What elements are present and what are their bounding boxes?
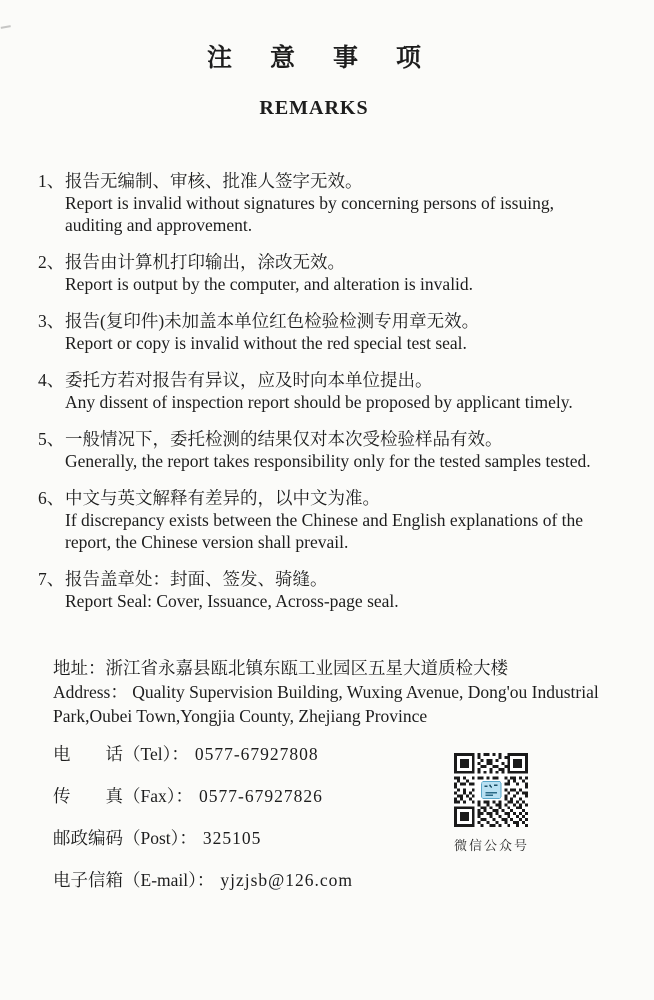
qr-caption: 微信公众号 (454, 838, 530, 853)
item-number: 3、 (38, 311, 65, 331)
item-chinese-text: 报告由计算机打印输出，涂改无效。 (65, 252, 345, 272)
remark-item-3 (38, 310, 590, 354)
item-chinese-text: 报告盖章处：封面、签发、骑缝。 (65, 569, 328, 589)
item-number: 7、 (38, 569, 65, 589)
item-english-text: report, the Chinese version shall prevail. (65, 532, 349, 552)
item-chinese-text: 中文与英文解释有差异的，以中文为准。 (65, 488, 380, 508)
fax-label: 传 真（Fax）： (53, 786, 193, 806)
page-title-chinese: 注意事项 (206, 45, 459, 72)
qr-finder-bottom-left (454, 806, 475, 827)
item-chinese-text: 委托方若对报告有异议，应及时向本单位提出。 (65, 370, 433, 390)
contact-row-email (53, 870, 590, 890)
remark-item-2 (38, 251, 590, 295)
item-english-text: Generally, the report takes responsibility only for the tested samples tested. (65, 451, 591, 471)
remarks-list (38, 170, 590, 612)
tel-value: 0577-67927808 (194, 744, 319, 764)
remark-item-5 (38, 428, 590, 472)
email-value: yjzjsb@126.com (220, 870, 354, 890)
remark-item-6 (38, 487, 590, 553)
item-number: 1、 (38, 171, 65, 191)
scan-artifact (1, 25, 12, 32)
post-value: 325105 (202, 828, 262, 848)
wechat-qr-block (454, 753, 528, 854)
remark-item-4 (38, 369, 590, 413)
address-chinese: 地址：浙江省永嘉县瓯北镇东瓯工业园区五星大道质检大楼 (53, 658, 508, 678)
item-chinese-text: 报告(复印件)未加盖本单位红色检验检测专用章无效。 (65, 311, 480, 331)
item-english-text: If discrepancy exists between the Chinese and English explanations of the (65, 510, 584, 530)
fax-value: 0577-67927826 (199, 786, 323, 806)
remark-item-1 (38, 170, 590, 236)
item-english-text: Any dissent of inspection report should be proposed by applicant timely. (65, 392, 573, 412)
item-number: 6、 (38, 488, 65, 508)
address-block (38, 656, 599, 728)
item-english-text: auditing and approvement. (65, 215, 253, 235)
qr-finder-top-left (454, 753, 475, 774)
item-chinese-text: 报告无编制、审核、批准人签字无效。 (65, 171, 363, 191)
wechat-qr-code-image (454, 753, 528, 827)
item-english-text: Report Seal: Cover, Issuance, Across-page seal. (65, 591, 399, 611)
item-english-text: Report is invalid without signatures by concerning persons of issuing, (65, 193, 554, 213)
item-number: 2、 (38, 252, 65, 272)
wechat-logo-icon (481, 781, 502, 800)
item-number: 4、 (38, 370, 65, 390)
post-label: 邮政编码（Post）： (53, 828, 197, 848)
item-english-text: Report is output by the computer, and alteration is invalid. (65, 274, 474, 294)
address-english-line: Address： Quality Supervision Building, Wuxing Avenue, Dong'ou Industrial (53, 682, 599, 702)
item-chinese-text: 一般情况下，委托检测的结果仅对本次受检验样品有效。 (65, 429, 503, 449)
qr-finder-top-right (507, 753, 528, 774)
item-number: 5、 (38, 429, 65, 449)
page-title-english: REMARKS (259, 97, 369, 119)
remark-item-7 (38, 568, 590, 612)
tel-label: 电 话（Tel）： (53, 744, 189, 764)
email-label: 电子信箱（E-mail）： (53, 870, 215, 890)
item-english-text: Report or copy is invalid without the red special test seal. (65, 333, 467, 353)
address-english-line: Park,Oubei Town,Yongjia County, Zhejiang Province (53, 706, 428, 726)
